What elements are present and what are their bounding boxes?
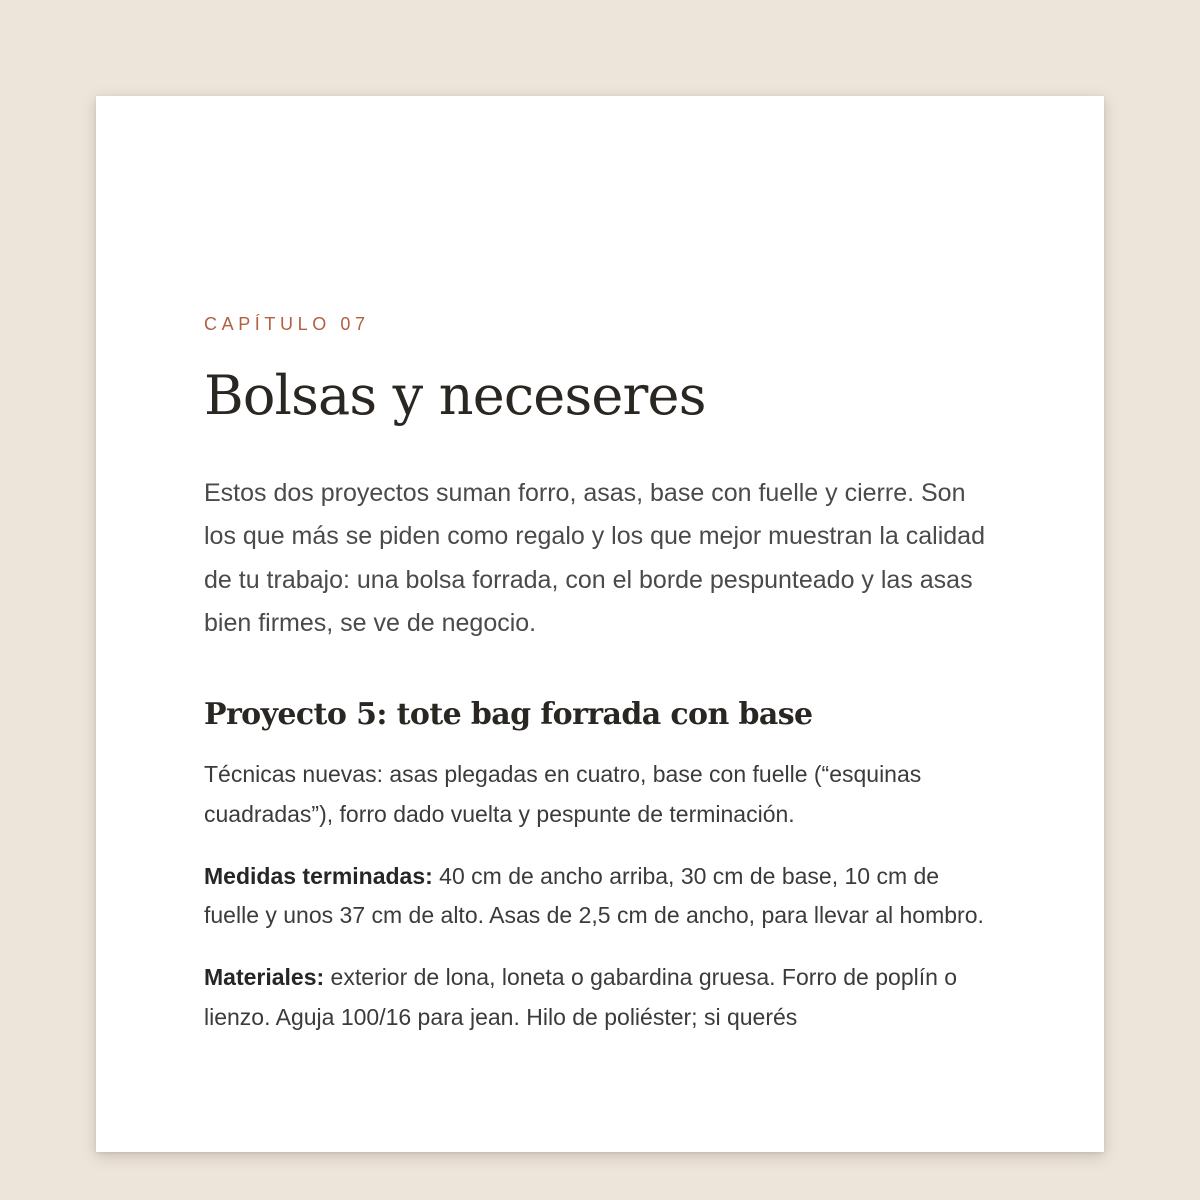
document-page xyxy=(96,96,1104,1152)
chapter-eyebrow: CAPÍTULO 07 xyxy=(204,314,370,334)
measures-text: 40 cm de ancho arriba, 30 cm de base, 10 cm de fuelle y unos 37 cm de alto. Asas de 2,5 cm de ancho, para llevar al hombro. xyxy=(204,862,984,929)
chapter-lead-paragraph: Estos dos proyectos suman forro, asas, base con fuelle y cierre. Son los que más se piden como regalo y los que mejor muestran la calidad de tu trabajo: una bolsa forrada, con el borde pespunteado y las asas bien firmes, se ve de negocio. xyxy=(204,479,985,637)
techniques-paragraph: Técnicas nuevas: asas plegadas en cuatro, base con fuelle (“esquinas cuadradas”), forro dado vuelta y pespunte de terminación. xyxy=(204,761,922,827)
measures-label: Medidas terminadas: xyxy=(204,862,433,889)
materials-label: Materiales: xyxy=(204,964,325,990)
project-heading: Proyecto 5: tote bag forrada con base xyxy=(204,697,813,733)
materials-paragraph xyxy=(204,958,994,1037)
chapter-title: Bolsas y neceseres xyxy=(204,364,706,427)
materials-text: exterior de lona, loneta o gabardina gruesa. Forro de poplín o lienzo. Aguja 100/16 para jean. Hilo de poliéster; si querés xyxy=(204,964,958,1030)
measures-paragraph xyxy=(204,857,994,936)
page-content xyxy=(204,312,994,1037)
